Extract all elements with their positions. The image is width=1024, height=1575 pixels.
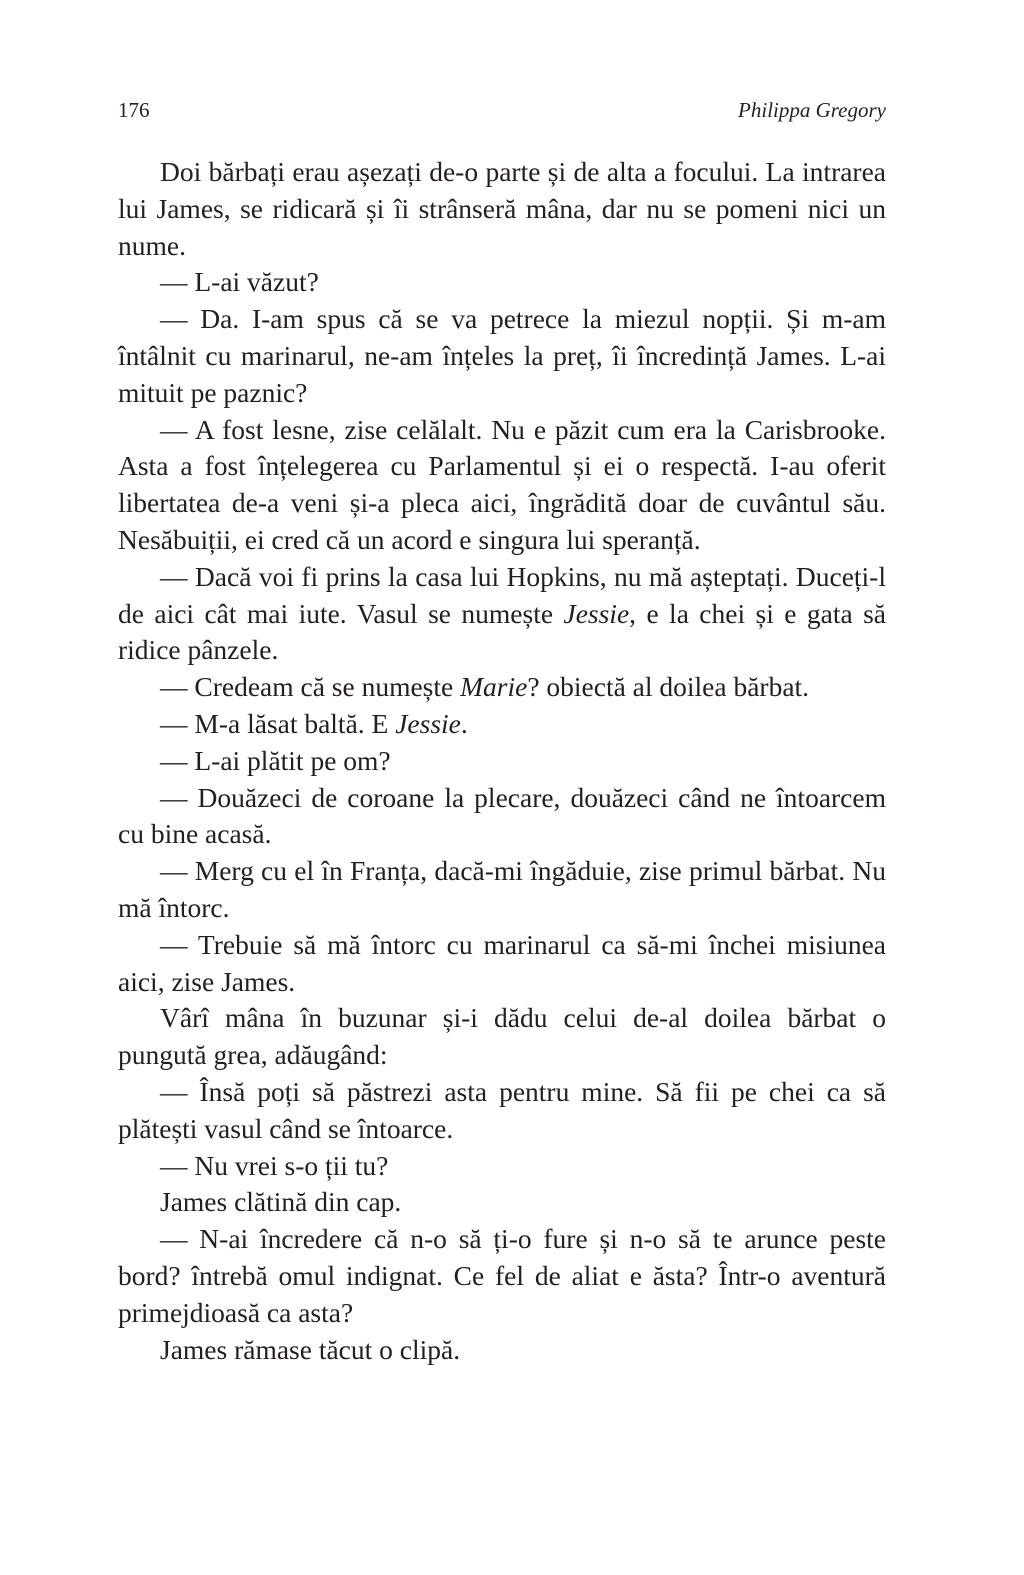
ship-name: Marie: [460, 671, 528, 703]
dialogue-text: , e la chei și e gata să ridice pânzele.: [118, 597, 886, 666]
dialogue-line: — L-ai plătit pe om?: [160, 744, 391, 776]
dialogue-text: — Credeam că se numește: [160, 671, 461, 703]
running-head: [118, 98, 886, 128]
dialogue-text: .: [460, 707, 468, 739]
dialogue-line: — Da. I-am spus că se va petrece la miezul nopții. Și m-am întâlnit cu marinarul, ne-am înțeles la preț, îi încredință James. L-ai mituit pe paznic?: [118, 303, 886, 408]
dialogue-line: — L-ai văzut?: [160, 266, 319, 298]
dialogue-line: [118, 706, 886, 743]
paragraph: Doi bărbați erau așezați de-o parte și de alta a focului. La intrarea lui James, se ridicară și îi strânseră mâna, dar nu se pomeni nici un nume.: [118, 156, 886, 261]
dialogue-line: — Nu vrei s-o ții tu?: [160, 1149, 389, 1181]
dialogue-text: ? obiectă al doilea bărbat.: [527, 671, 810, 703]
dialogue-line: [118, 559, 886, 669]
paragraph: James clătină din cap.: [160, 1186, 402, 1218]
paragraph: James rămase tăcut o clipă.: [160, 1333, 461, 1365]
dialogue-text: — Dacă voi fi prins la casa lui Hopkins, nu mă așteptați. Duceți-l de aici cât mai iute. Vasul se numește: [118, 560, 886, 629]
dialogue-line: — A fost lesne, zise celălalt. Nu e păzit cum era la Carisbrooke. Asta a fost înțelegerea cu Parlamentul și ei o respectă. I-au oferit libertatea de-a veni și-a pleca aici, îngrădită doar de cuvântul său. Nesăbuiții, ei cred că un acord e singura lui speranță.: [118, 413, 886, 555]
dialogue-line: — N-ai încredere că n-o să ți-o fure și n-o să te arunce peste bord? întrebă omul indignat. Ce fel de aliat e ăsta? Într-o aventură primejdioasă ca asta?: [118, 1223, 886, 1328]
dialogue-line: — Douăzeci de coroane la plecare, douăzeci când ne întoarcem cu bine acasă.: [118, 781, 886, 850]
author-name: Philippa Gregory: [738, 98, 886, 122]
dialogue-line: — Trebuie să mă întorc cu marinarul ca să-mi închei misiunea aici, zise James.: [118, 928, 886, 997]
dialogue-line: — Merg cu el în Franța, dacă-mi îngăduie, zise primul bărbat. Nu mă întorc.: [118, 855, 886, 923]
page-number: 176: [118, 98, 150, 122]
ship-name: Jessie: [563, 597, 630, 629]
dialogue-line: — Însă poți să păstrezi asta pentru mine. Să fii pe chei ca să plătești vasul când se întoarce.: [118, 1075, 886, 1144]
dialogue-text: — M-a lăsat baltă. E: [160, 707, 396, 739]
body-text: [118, 154, 886, 1368]
dialogue-line: [118, 669, 886, 706]
ship-name: Jessie: [395, 707, 461, 739]
paragraph: Vârî mâna în buzunar și-i dădu celui de-al doilea bărbat o pungută grea, adăugând:: [118, 1002, 886, 1071]
